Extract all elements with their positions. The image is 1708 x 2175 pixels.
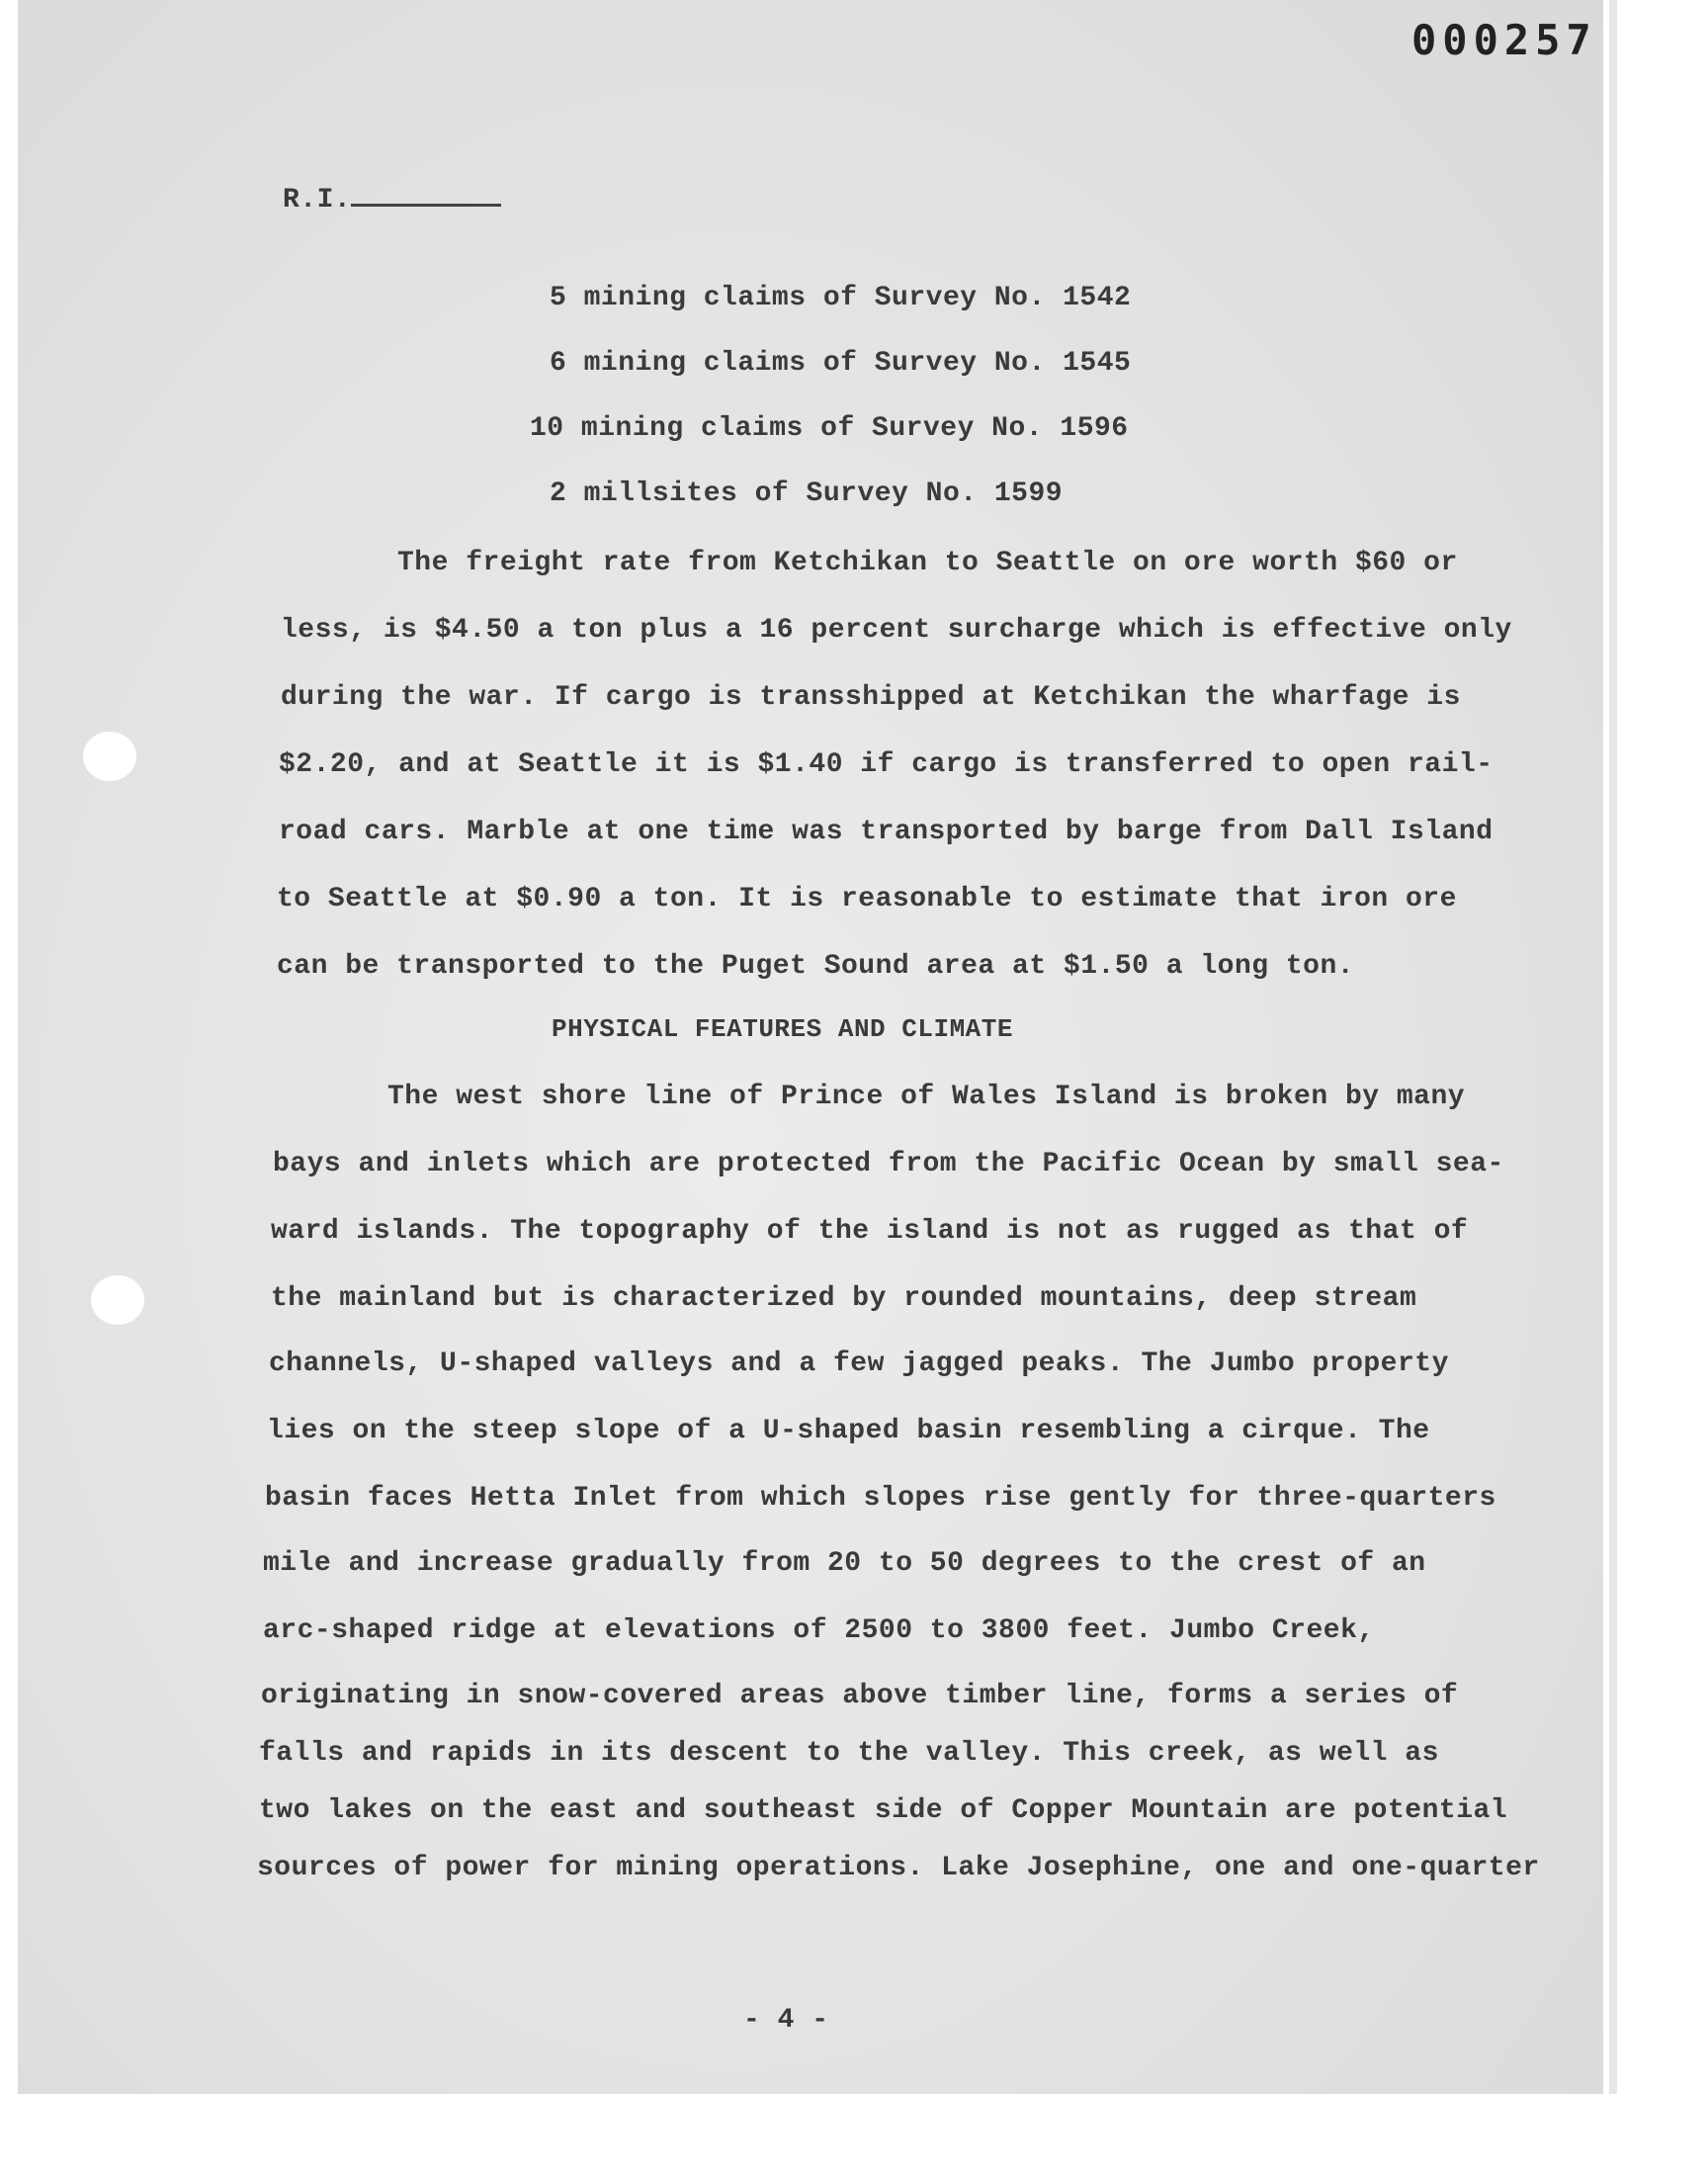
punch-hole xyxy=(91,1275,144,1325)
paragraph-line: during the war. If cargo is transshipped at Ketchikan the wharfage is xyxy=(281,682,1461,713)
paragraph-line: channels, U-shaped valleys and a few jagged peaks. The Jumbo property xyxy=(269,1348,1449,1379)
page-margin xyxy=(1603,0,1708,2094)
claim-line: 6 mining claims of Survey No. 1545 xyxy=(550,348,1132,379)
paragraph-line: two lakes on the east and southeast side of Copper Mountain are potential xyxy=(259,1795,1508,1826)
paragraph-line: sources of power for mining operations. Lake Josephine, one and one-quarter xyxy=(257,1853,1540,1883)
paragraph-line: basin faces Hetta Inlet from which slopes rise gently for three-quarters xyxy=(265,1483,1496,1514)
ri-label: R.I. xyxy=(283,185,352,216)
claim-line: 2 millsites of Survey No. 1599 xyxy=(550,478,1064,509)
document-number: 000257 xyxy=(1411,16,1597,64)
claim-line: 5 mining claims of Survey No. 1542 xyxy=(550,283,1132,313)
paragraph-line: less, is $4.50 a ton plus a 16 percent surcharge which is effective only xyxy=(281,615,1512,646)
paragraph-line: arc-shaped ridge at elevations of 2500 to 3800 feet. Jumbo Creek, xyxy=(263,1615,1375,1646)
claim-line: 10 mining claims of Survey No. 1596 xyxy=(530,413,1129,444)
paragraph-line: originating in snow-covered areas above timber line, forms a series of xyxy=(261,1681,1459,1711)
paragraph-line: the mainland but is characterized by rounded mountains, deep stream xyxy=(271,1283,1417,1314)
ri-reference xyxy=(283,182,501,216)
paragraph-line: bays and inlets which are protected from the Pacific Ocean by small sea- xyxy=(273,1149,1504,1179)
paragraph-line: The west shore line of Prince of Wales Island is broken by many xyxy=(387,1082,1466,1112)
paragraph-line: to Seattle at $0.90 a ton. It is reasonable to estimate that iron ore xyxy=(277,884,1457,914)
paragraph-line: ward islands. The topography of the island is not as rugged as that of xyxy=(271,1216,1469,1247)
page-number: - 4 - xyxy=(743,2005,829,2036)
paragraph-line: $2.20, and at Seattle it is $1.40 if cargo is transferred to open rail- xyxy=(279,749,1494,780)
ri-blank-line xyxy=(351,182,501,207)
paragraph-line: mile and increase gradually from 20 to 50 degrees to the crest of an xyxy=(263,1548,1426,1579)
section-heading: PHYSICAL FEATURES AND CLIMATE xyxy=(552,1014,1013,1044)
paragraph-line: can be transported to the Puget Sound area at $1.50 a long ton. xyxy=(277,951,1355,982)
paragraph-line: The freight rate from Ketchikan to Seattle on ore worth $60 or xyxy=(397,548,1458,578)
paragraph-line: falls and rapids in its descent to the valley. This creek, as well as xyxy=(259,1738,1439,1769)
paragraph-line: road cars. Marble at one time was transported by barge from Dall Island xyxy=(279,817,1494,847)
punch-hole xyxy=(83,732,136,781)
paragraph-line: lies on the steep slope of a U-shaped basin resembling a cirque. The xyxy=(267,1416,1430,1446)
page-edge xyxy=(1609,0,1617,2094)
scanned-page xyxy=(18,0,1603,2094)
